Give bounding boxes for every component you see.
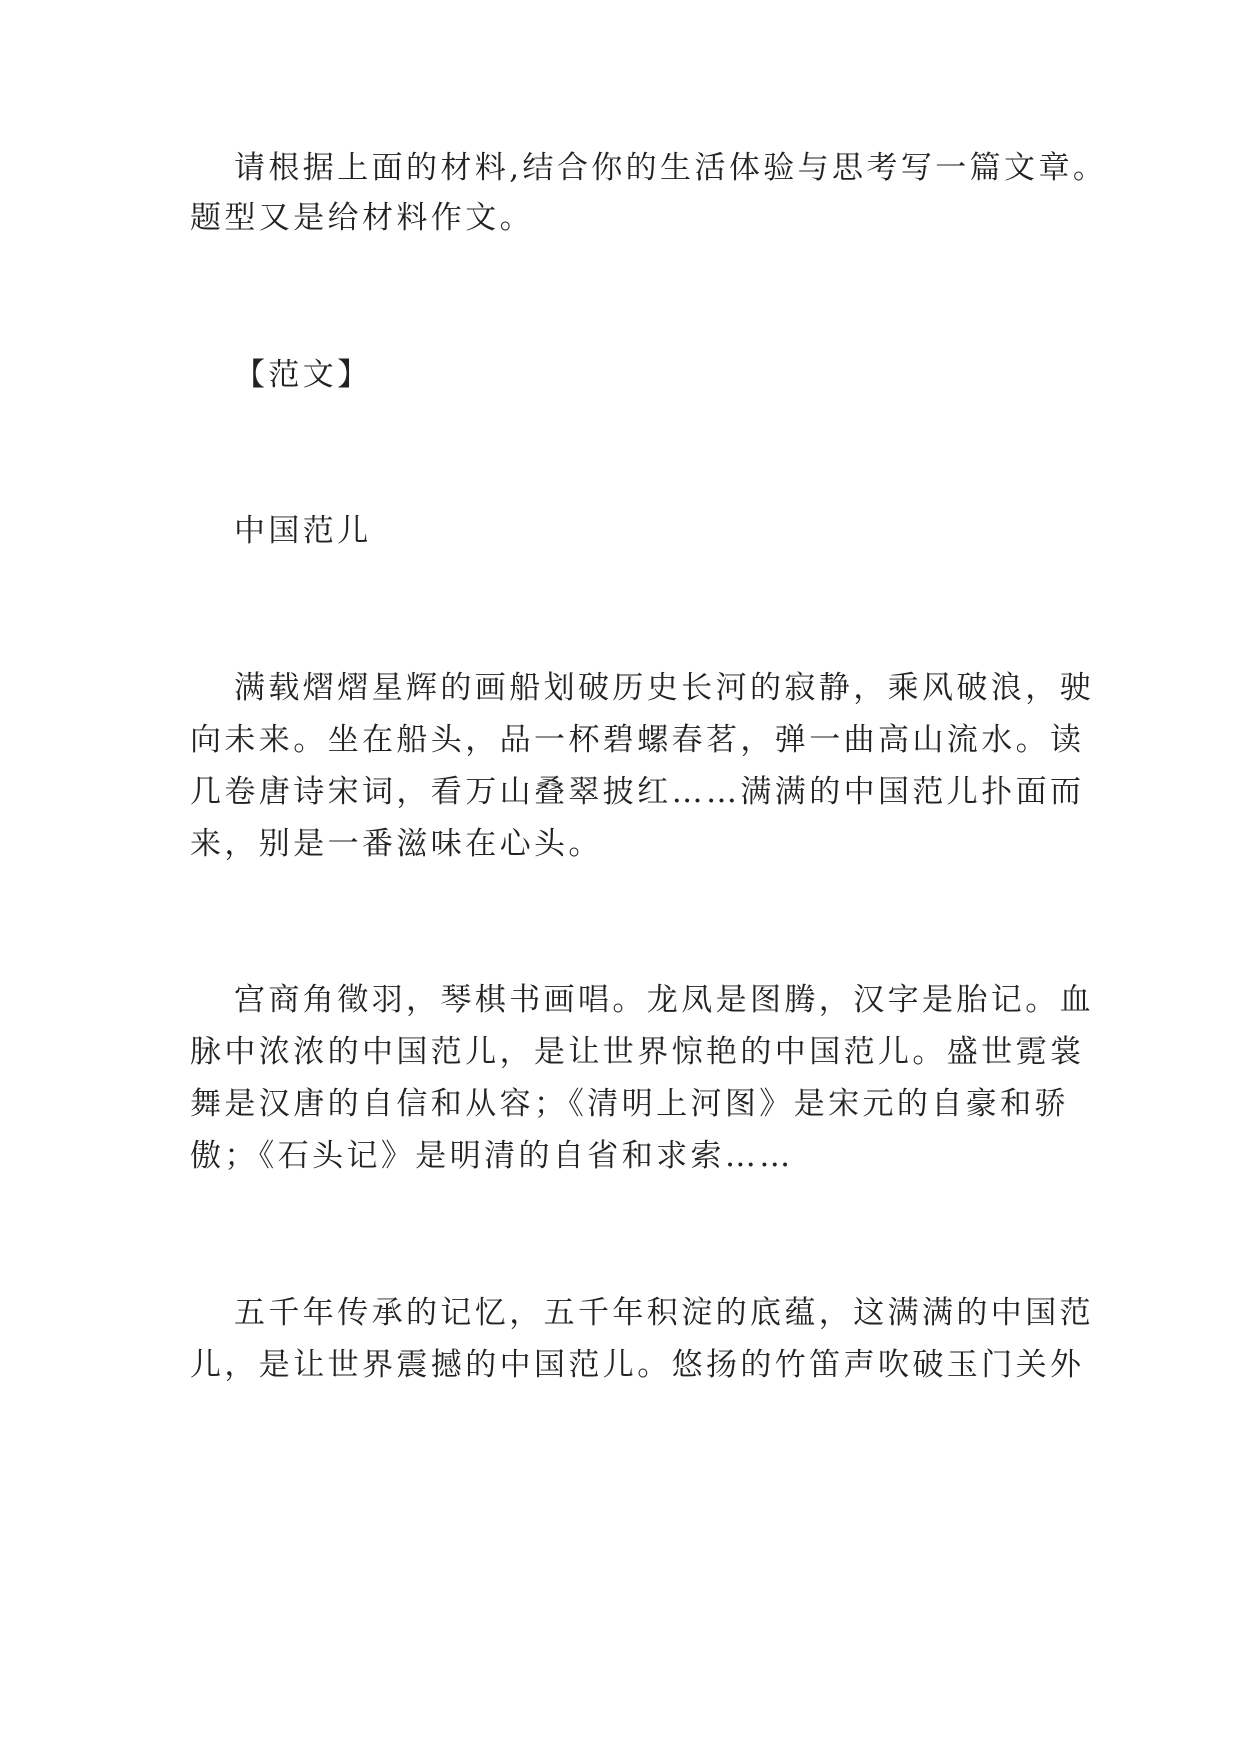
paragraph-line: 舞是汉唐的自信和从容；《清明上河图》是宋元的自豪和骄 bbox=[190, 1086, 1069, 1122]
paragraph-line: 五千年传承的记忆，五千年积淀的底蕴，这满满的中国范 bbox=[234, 1295, 1094, 1331]
paragraph-line: 几卷唐诗宋词，看万山叠翠披红……满满的中国范儿扑面而 bbox=[190, 774, 1085, 810]
paragraph-line: 脉中浓浓的中国范儿，是让世界惊艳的中国范儿。盛世霓裳 bbox=[190, 1034, 1085, 1070]
paragraph-line: 满载熠熠星辉的画船划破历史长河的寂静，乘风破浪，驶 bbox=[234, 670, 1094, 706]
paragraph-line: 宫商角徵羽，琴棋书画唱。龙凤是图腾，汉字是胎记。血 bbox=[234, 982, 1094, 1018]
intro-line-2: 题型又是给材料作文。 bbox=[190, 200, 534, 236]
essay-title: 中国范儿 bbox=[234, 513, 372, 549]
paragraph-line: 来，别是一番滋味在心头。 bbox=[190, 826, 603, 862]
intro-line-1: 请根据上面的材料,结合你的生活体验与思考写一篇文章。 bbox=[234, 150, 1108, 186]
paragraph-line: 儿，是让世界震撼的中国范儿。悠扬的竹笛声吹破玉门关外 bbox=[190, 1347, 1085, 1383]
section-label: 【范文】 bbox=[234, 357, 372, 393]
paragraph-line: 傲；《石头记》是明清的自省和求索…… bbox=[190, 1138, 794, 1174]
paragraph-line: 向未来。坐在船头，品一杯碧螺春茗，弹一曲高山流水。读 bbox=[190, 722, 1085, 758]
